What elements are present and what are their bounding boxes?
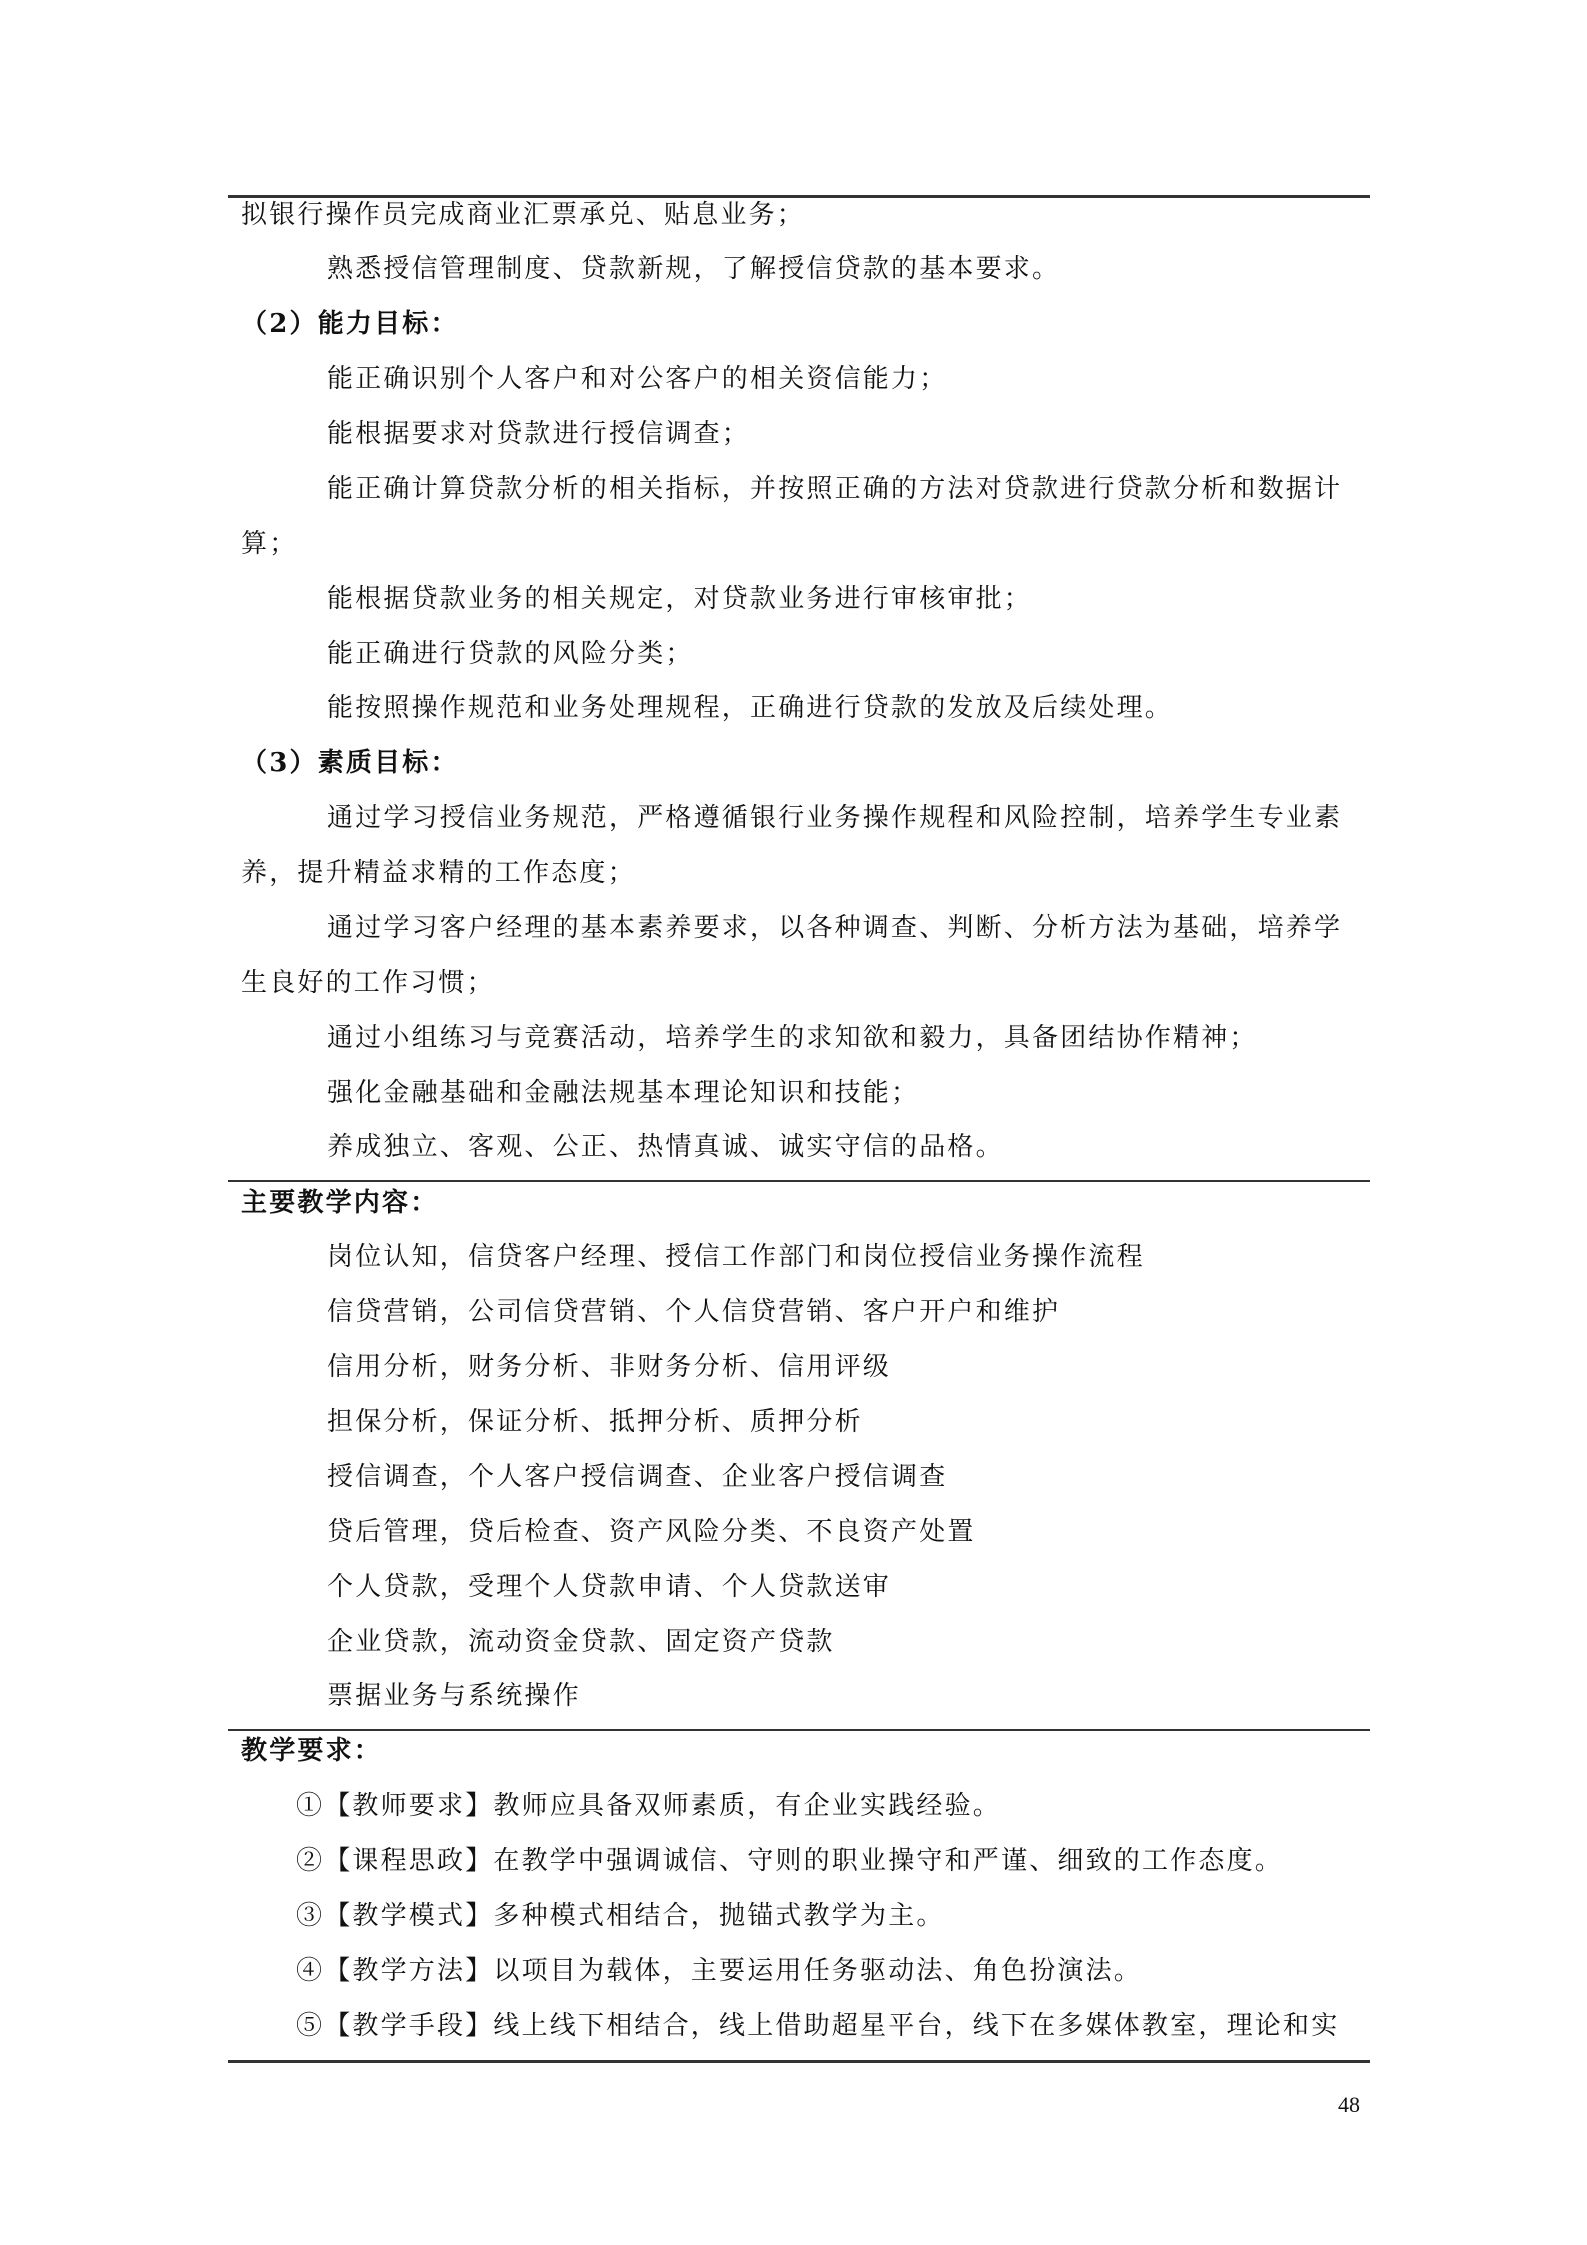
- content-item: 信贷营销，公司信贷营销、个人信贷营销、客户开户和维护: [327, 1297, 1061, 1327]
- content-item: 贷后管理，贷后检查、资产风险分类、不良资产处置: [327, 1517, 976, 1547]
- ability-item: 能根据要求对贷款进行授信调查；: [327, 419, 751, 449]
- ability-item: 能根据贷款业务的相关规定，对贷款业务进行审核审批；: [327, 584, 1033, 614]
- quality-item-continuation: 生良好的工作习惯；: [241, 968, 495, 998]
- ability-goals-heading: （2）能力目标：: [241, 309, 459, 339]
- content-item: 企业贷款，流动资金贷款、固定资产贷款: [327, 1627, 835, 1657]
- ability-item: 能正确进行贷款的风险分类；: [327, 639, 694, 669]
- requirement-item: ②【课程思政】在教学中强调诚信、守则的职业操守和严谨、细致的工作态度。: [296, 1846, 1284, 1876]
- top-rule: [228, 195, 1370, 198]
- ability-item-continuation: 算；: [241, 529, 298, 559]
- content-item: 个人贷款，受理个人贷款申请、个人贷款送审: [327, 1572, 892, 1602]
- requirement-item: ④【教学方法】以项目为载体，主要运用任务驱动法、角色扮演法。: [296, 1956, 1143, 1986]
- bottom-rule: [228, 2060, 1370, 2063]
- quality-item: 通过学习授信业务规范，严格遵循银行业务操作规程和风险控制，培养学生专业素: [327, 803, 1343, 833]
- ability-item: 能按照操作规范和业务处理规程，正确进行贷款的发放及后续处理。: [327, 693, 1174, 723]
- requirement-item: ③【教学模式】多种模式相结合，抛锚式教学为主。: [296, 1901, 945, 1931]
- content-item: 担保分析，保证分析、抵押分析、质押分析: [327, 1407, 863, 1437]
- section-divider: [228, 1729, 1370, 1731]
- quality-item: 养成独立、客观、公正、热情真诚、诚实守信的品格。: [327, 1132, 1004, 1162]
- quality-item: 强化金融基础和金融法规基本理论知识和技能；: [327, 1078, 920, 1108]
- page-number: 48: [1338, 2092, 1360, 2117]
- requirement-item: ⑤【教学手段】线上线下相结合，线上借助超星平台，线下在多媒体教室，理论和实: [296, 2011, 1340, 2041]
- teaching-requirements-heading: 教学要求：: [241, 1736, 383, 1766]
- quality-item: 通过学习客户经理的基本素养要求，以各种调查、判断、分析方法为基础，培养学: [327, 913, 1343, 943]
- quality-item-continuation: 养，提升精益求精的工作态度；: [241, 858, 636, 888]
- quality-item: 通过小组练习与竞赛活动，培养学生的求知欲和毅力，具备团结协作精神；: [327, 1023, 1258, 1053]
- content-item: 岗位认知，信贷客户经理、授信工作部门和岗位授信业务操作流程: [327, 1242, 1145, 1272]
- continued-line: 拟银行操作员完成商业汇票承兑、贴息业务；: [241, 200, 806, 230]
- main-content-heading: 主要教学内容：: [241, 1188, 439, 1218]
- content-item: 信用分析，财务分析、非财务分析、信用评级: [327, 1352, 892, 1382]
- ability-item: 能正确计算贷款分析的相关指标，并按照正确的方法对贷款进行贷款分析和数据计: [327, 474, 1343, 504]
- content-item: 授信调查，个人客户授信调查、企业客户授信调查: [327, 1462, 948, 1492]
- quality-goals-heading: （3）素质目标：: [241, 748, 459, 778]
- requirement-item: ①【教师要求】教师应具备双师素质，有企业实践经验。: [296, 1791, 1002, 1821]
- section-divider: [228, 1180, 1370, 1182]
- content-item: 票据业务与系统操作: [327, 1681, 581, 1711]
- ability-item: 能正确识别个人客户和对公客户的相关资信能力；: [327, 364, 948, 394]
- knowledge-item: 熟悉授信管理制度、贷款新规，了解授信贷款的基本要求。: [327, 254, 1061, 284]
